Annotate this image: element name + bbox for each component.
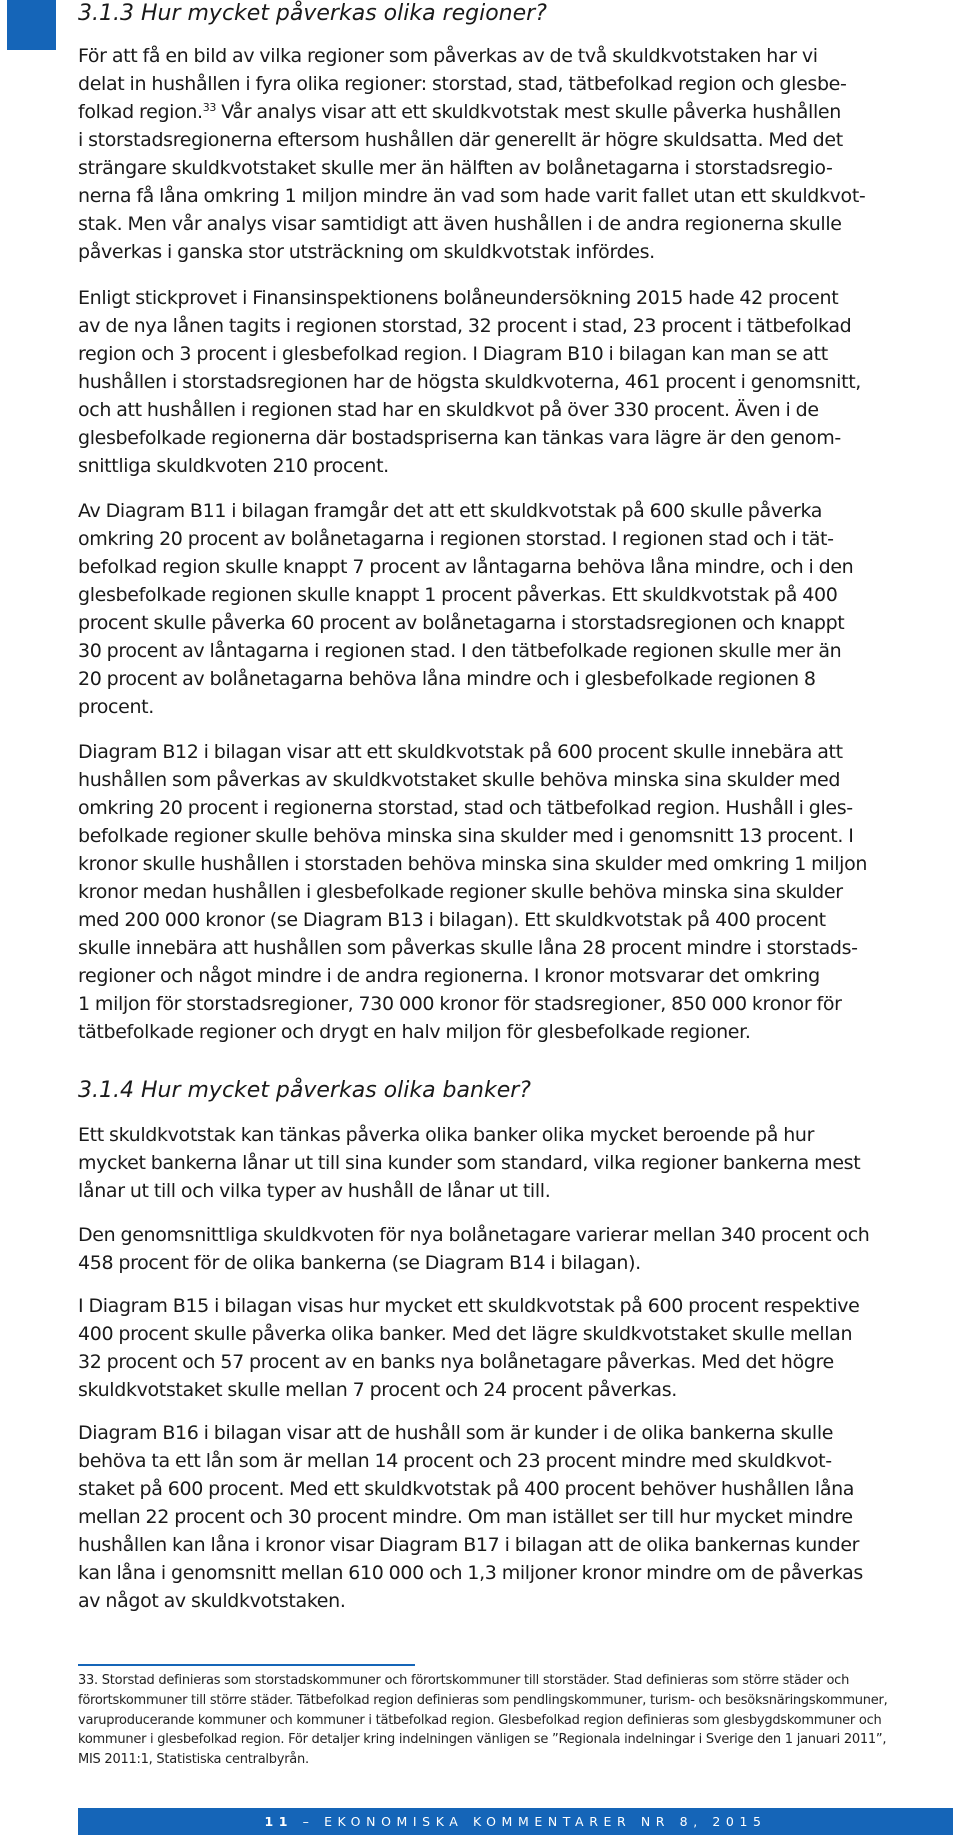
- text-line: region och 3 procent i glesbefolkad region. I Diagram B10 i bilagan kan man se att: [78, 343, 828, 365]
- text-line: befolkade regioner skulle behöva minska sina skulder med i genomsnitt 13 procent. I: [78, 825, 854, 847]
- page-number: 11: [264, 1814, 294, 1829]
- text-line: Enligt stickprovet i Finansinspektionens bolåneundersökning 2015 hade 42 procent: [78, 287, 839, 309]
- text-line: 458 procent för de olika bankerna (se Diagram B14 i bilagan).: [78, 1252, 641, 1274]
- text-line: hushållen i storstadsregionen har de högsta skuldkvoterna, 461 procent i genomsnitt,: [78, 371, 861, 393]
- text-line: Ett skuldkvotstak kan tänkas påverka olika banker olika mycket beroende på hur: [78, 1124, 815, 1146]
- text-line: glesbefolkade regionerna där bostadspriserna kan tänkas vara lägre är den genom-: [78, 427, 841, 449]
- text-line: hushållen kan låna i kronor visar Diagram B17 i bilagan att de olika bankernas kunder: [78, 1534, 860, 1556]
- footnote-line: förortskommuner till större städer. Tätbefolkad region definieras som pendlingskommuner, turism- och besöksnäringskommuner,: [78, 1692, 888, 1708]
- text-line: regioner och något mindre i de andra regionerna. I kronor motsvarar det omkring: [78, 965, 820, 987]
- text-fragment: Vår analys visar att ett skuldkvotstak mest skulle påverka hushållen: [216, 101, 841, 123]
- text-line: Diagram B12 i bilagan visar att ett skuldkvotstak på 600 procent skulle innebära att: [78, 741, 843, 763]
- footnote-line: 33. Storstad definieras som storstadskommuner och förortskommuner till storstäder. Stad definieras som större städer och: [78, 1673, 850, 1688]
- text-line: För att få en bild av vilka regioner som påverkas av de två skuldkvotstaken har vi: [78, 45, 818, 67]
- paragraph-banks-intro: [78, 1121, 953, 1205]
- footnote-line: varuproducerande kommuner och kommuner i tätbefolkad region. Glesbefolkad region definieras som glesbygdskommuner och: [78, 1712, 882, 1728]
- text-line: nerna få låna omkring 1 miljon mindre än vad som hade varit fallet utan ett skuldkvot-: [78, 185, 866, 207]
- page-footer: [78, 1808, 953, 1835]
- footer-separator: –: [302, 1814, 315, 1829]
- text-line: av något av skuldkvotstaken.: [78, 1590, 346, 1612]
- text-line: 1 miljon för storstadsregioner, 730 000 kronor för stadsregioner, 850 000 kronor för: [78, 993, 842, 1015]
- text-line: lånar ut till och vilka typer av hushåll de lånar ut till.: [78, 1180, 551, 1202]
- text-line: snittliga skuldkvoten 210 procent.: [78, 455, 389, 477]
- text-line: skulle innebära att hushållen som påverkas skulle låna 28 procent mindre i storstads-: [78, 937, 858, 959]
- text-line: omkring 20 procent i regionerna storstad, stad och tätbefolkad region. Hushåll i gles-: [78, 797, 853, 819]
- text-line: påverkas i ganska stor utsträckning om skuldkvotstak infördes.: [78, 241, 655, 263]
- text-line: 400 procent skulle påverka olika banker. Med det lägre skuldkvotstaket skulle mellan: [78, 1323, 853, 1345]
- text-line: I Diagram B15 i bilagan visas hur mycket ett skuldkvotstak på 600 procent respektive: [78, 1295, 860, 1317]
- text-line: staket på 600 procent. Med ett skuldkvotstak på 400 procent behöver hushållen låna: [78, 1478, 855, 1500]
- paragraph-diagram-b15: [78, 1292, 953, 1404]
- text-line: hushållen som påverkas av skuldkvotstaket skulle behöva minska sina skulder med: [78, 769, 841, 791]
- paragraph-diagram-b14: [78, 1221, 953, 1277]
- text-line: i storstadsregionerna eftersom hushållen där generellt är högre skuldsatta. Med det: [78, 129, 843, 151]
- text-line: mycket bankerna lånar ut till sina kunder som standard, vilka regioner bankerna mest: [78, 1152, 861, 1174]
- text-line: 20 procent av bolånetagarna behöva låna mindre och i glesbefolkade regionen 8: [78, 668, 816, 690]
- paragraph-diagram-b16: [78, 1419, 953, 1615]
- section-heading-3-1-4: 3.1.4 Hur mycket påverkas olika banker?: [78, 1078, 531, 1103]
- footnote-line: kommuner i glesbefolkad region. För detaljer kring indelningen vänligen se ”Regionala indelningar i Sverige den 1 januari 2011”,: [78, 1732, 887, 1748]
- paragraph-diagram-b12: [78, 738, 953, 1046]
- text-line: kronor skulle hushållen i storstaden behöva minska sina skulder med omkring 1 miljon: [78, 853, 868, 875]
- publication-title: EKONOMISKA KOMMENTARER NR 8, 2015: [324, 1814, 767, 1829]
- text-line: kan låna i genomsnitt mellan 610 000 och 1,3 miljoner kronor mindre om de påverkas: [78, 1562, 863, 1584]
- text-line: 30 procent av låntagarna i regionen stad. I den tätbefolkade regionen skulle mer än: [78, 640, 842, 662]
- footnote-line: MIS 2011:1, Statistiska centralbyrån.: [78, 1752, 309, 1768]
- text-line: mellan 22 procent och 30 procent mindre. Om man istället ser till hur mycket mindre: [78, 1506, 853, 1528]
- paragraph-diagram-b11: [78, 497, 953, 721]
- paragraph-sample-statistics: [78, 284, 953, 480]
- corner-accent-square: [7, 0, 56, 50]
- text-line: behöva ta ett lån som är mellan 14 procent och 23 procent mindre med skuldkvot-: [78, 1450, 832, 1472]
- text-line: delat in hushållen i fyra olika regioner: storstad, stad, tätbefolkad region och glesbe-: [78, 73, 847, 95]
- text-line: kronor medan hushållen i glesbefolkade regioner skulle behöva minska sina skulder: [78, 881, 843, 903]
- text-line: tätbefolkade regioner och drygt en halv miljon för glesbefolkade regioner.: [78, 1021, 751, 1043]
- text-fragment: folkad region.: [78, 101, 203, 123]
- text-line: omkring 20 procent av bolånetagarna i regionen storstad. I regionen stad och i tät-: [78, 528, 834, 550]
- text-line: och att hushållen i regionen stad har en skuldkvot på över 330 procent. Även i de: [78, 399, 819, 421]
- section-heading-3-1-3: 3.1.3 Hur mycket påverkas olika regioner?: [78, 1, 547, 26]
- text-line: befolkad region skulle knappt 7 procent av låntagarna behöva låna mindre, och i den: [78, 556, 854, 578]
- footer-text: [78, 1808, 953, 1835]
- text-line: Den genomsnittliga skuldkvoten för nya bolånetagare varierar mellan 340 procent och: [78, 1224, 870, 1246]
- text-line: strängare skuldkvotstaket skulle mer än hälften av bolånetagarna i storstadsregio-: [78, 157, 833, 179]
- text-line: 32 procent och 57 procent av en banks nya bolånetagare påverkas. Med det högre: [78, 1351, 834, 1373]
- text-line: Av Diagram B11 i bilagan framgår det att ett skuldkvotstak på 600 skulle påverka: [78, 500, 823, 522]
- footnote-divider: [78, 1664, 415, 1666]
- text-line: av de nya lånen tagits i regionen storstad, 32 procent i stad, 23 procent i tätbefolkad: [78, 315, 852, 337]
- text-line: procent.: [78, 696, 154, 718]
- paragraph-regions-intro: [78, 42, 953, 266]
- text-line: stak. Men vår analys visar samtidigt att även hushållen i de andra regionerna skulle: [78, 213, 842, 235]
- text-line: skuldkvotstaket skulle mellan 7 procent och 24 procent påverkas.: [78, 1379, 677, 1401]
- footnote-reference-33[interactable]: 33: [202, 101, 217, 114]
- text-line-with-footnote: [78, 98, 953, 126]
- text-line: Diagram B16 i bilagan visar att de hushåll som är kunder i de olika bankerna skulle: [78, 1422, 834, 1444]
- footnote-33: [78, 1671, 953, 1770]
- text-line: procent skulle påverka 60 procent av bolånetagarna i storstadsregionen och knappt: [78, 612, 845, 634]
- text-line: med 200 000 kronor (se Diagram B13 i bilagan). Ett skuldkvotstak på 400 procent: [78, 909, 826, 931]
- text-line: glesbefolkade regionen skulle knappt 1 procent påverkas. Ett skuldkvotstak på 400: [78, 584, 838, 606]
